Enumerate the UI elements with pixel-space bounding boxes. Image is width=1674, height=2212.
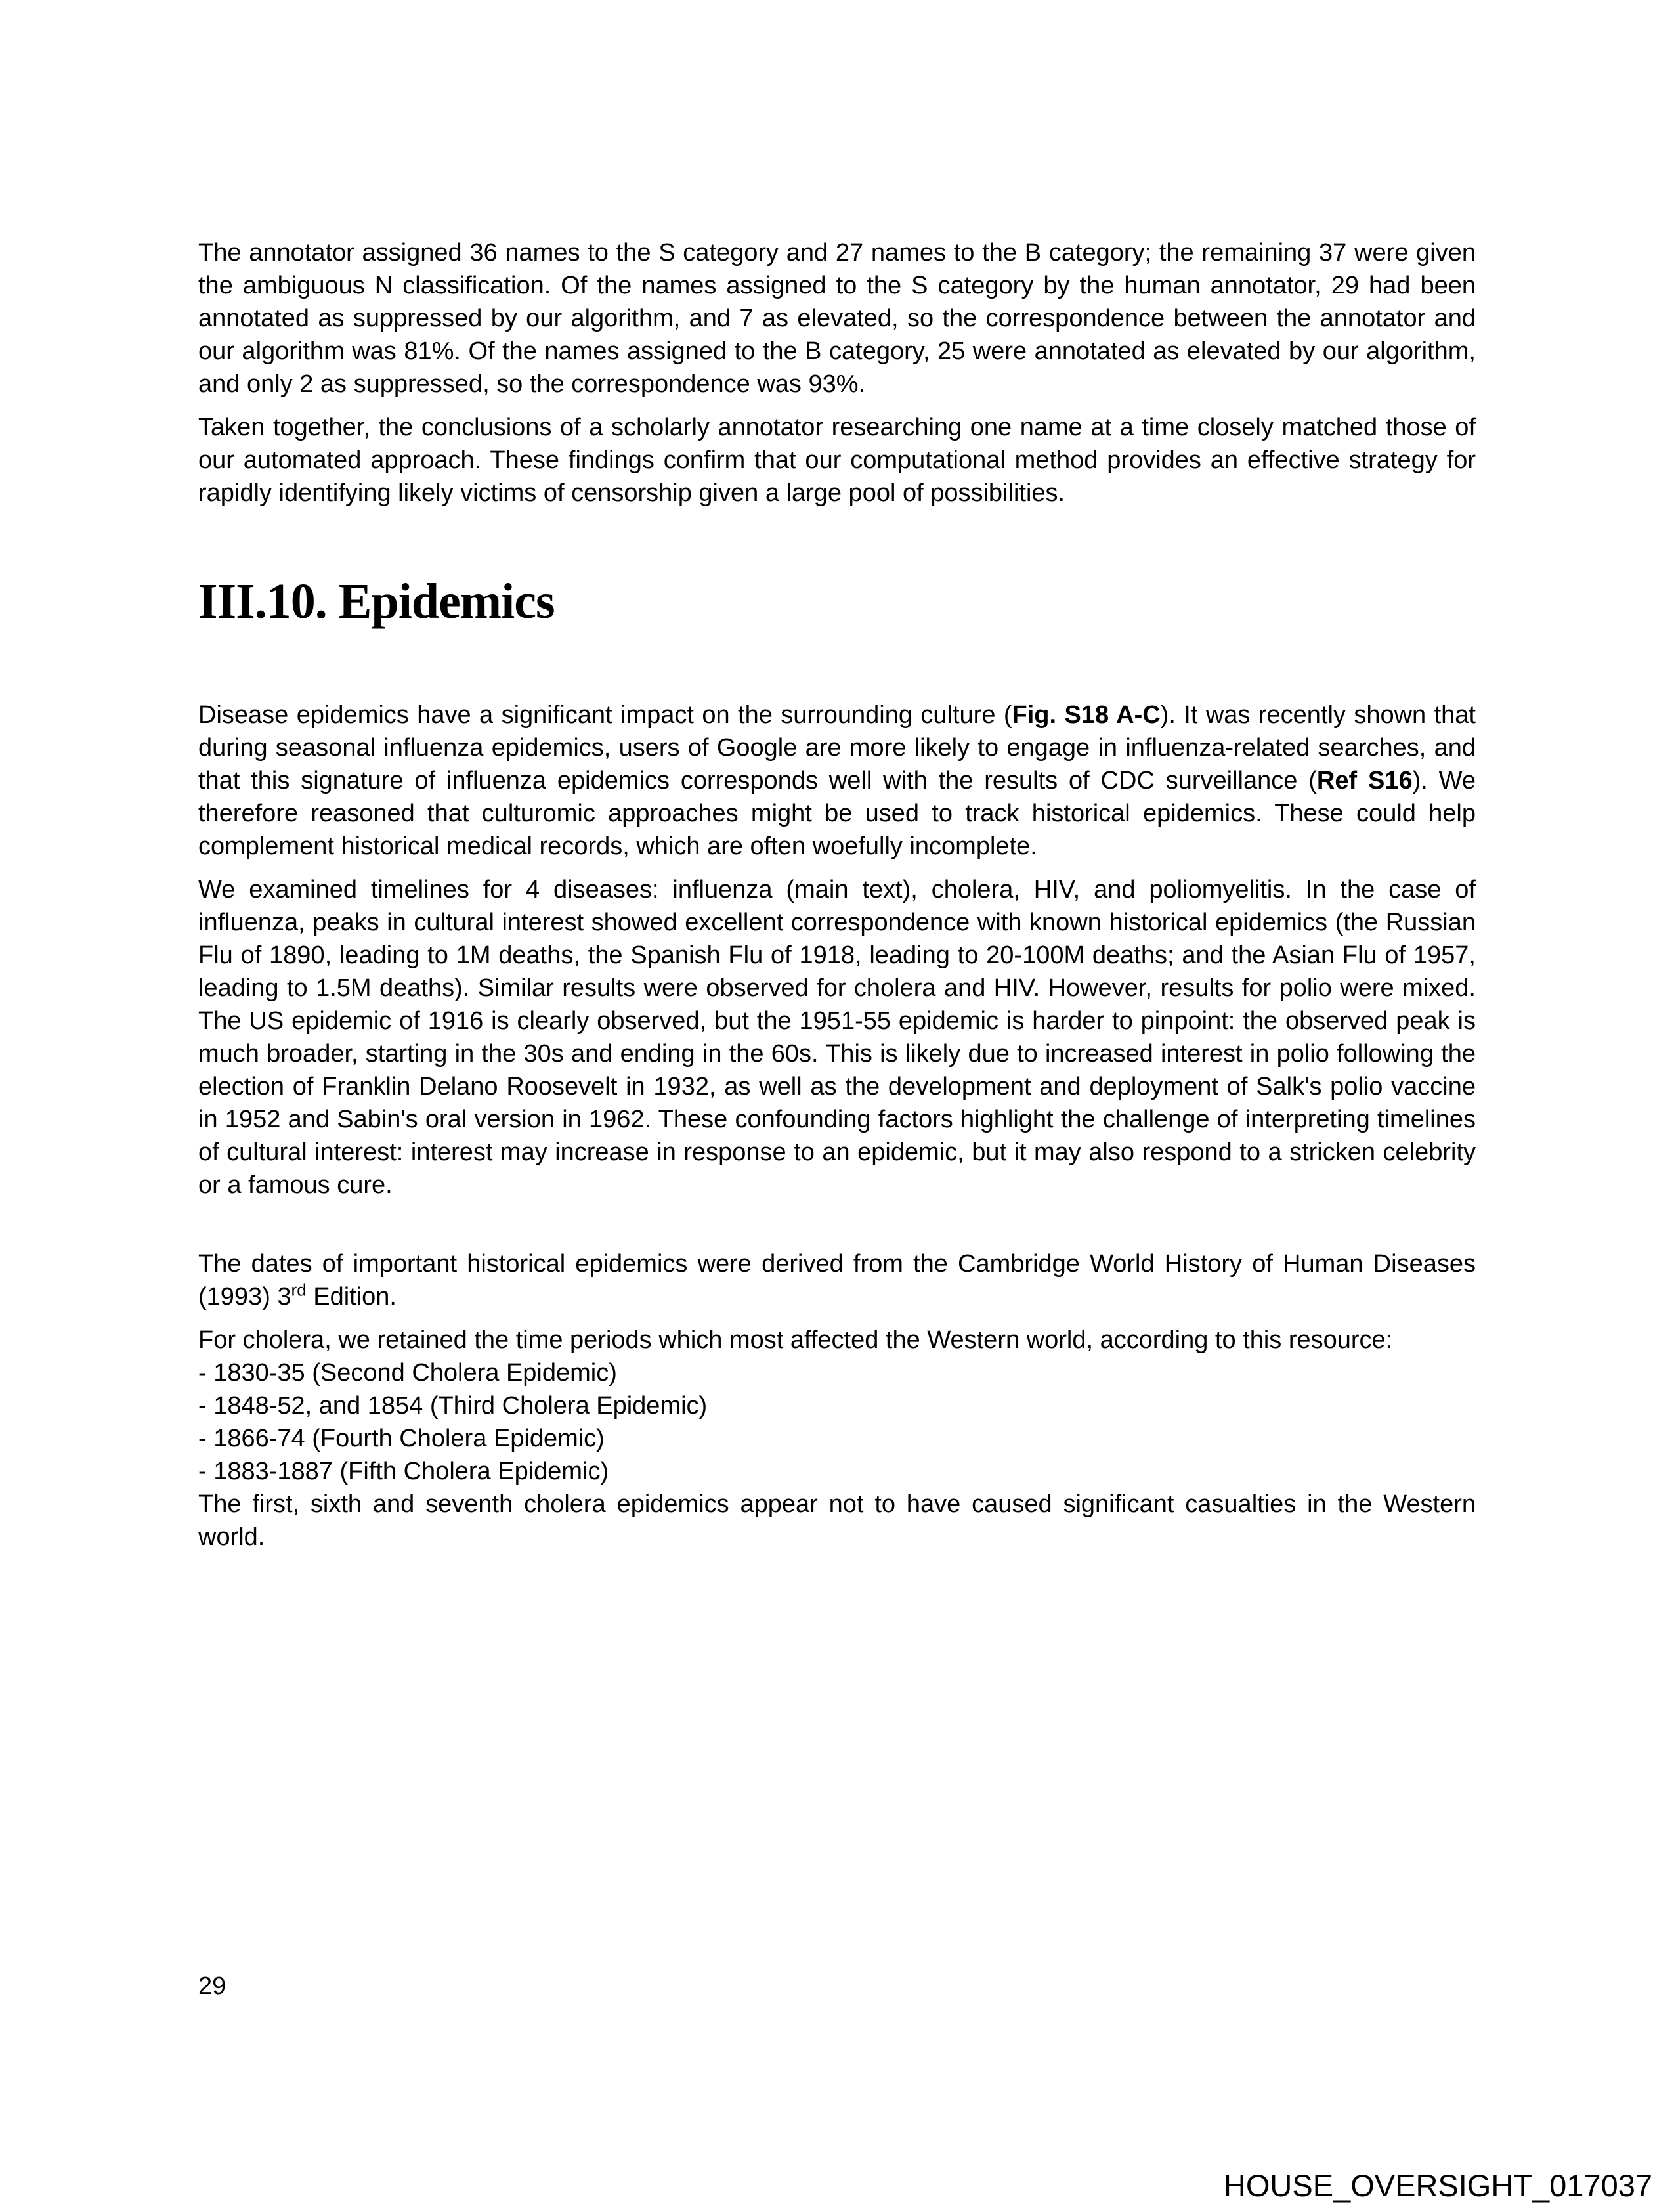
text-run-middle: ). It was recently shown that during seasonal influenza epidemics, users of Google are more likely to engage in influenza-related searches, and that this signature of influenza epidemics corresponds well with the results of CDC surveillance (: [198, 701, 1476, 794]
paragraph-dates-source: [198, 1247, 1476, 1313]
paragraph-conclusions: Taken together, the conclusions of a scholarly annotator researching one name at a time closely matched those of our automated approach. These findings confirm that our computational method provides an effective strategy for rapidly identifying likely victims of censorship given a large pool of possibilities.: [198, 414, 1476, 507]
text-run-before-fig-ref: Disease epidemics have a significant impact on the surrounding culture (: [198, 701, 1012, 729]
superscript-rd: rd: [291, 1280, 307, 1300]
text-run-dates: The dates of important historical epidemics were derived from the Cambridge World History of Human Diseases (1993) 3: [198, 1250, 1476, 1311]
text-run-after-ref: ). We therefore reasoned that culturomic approaches might be used to track historical epidemics. These could help complement historical medical records, which are often woefully incomplete.: [198, 767, 1476, 860]
cholera-epidemic-item: - 1848-52, and 1854 (Third Cholera Epidemic): [198, 1392, 708, 1420]
paragraph-cholera-periods: [198, 1324, 1476, 1553]
bold-ref-s16: Ref S16: [1316, 767, 1413, 794]
paragraph-annotator-results: The annotator assigned 36 names to the S category and 27 names to the B category; the remaining 37 were given the ambiguous N classification. Of the names assigned to the S category by the human annotator, 29 had been annotated as suppressed by our algorithm, and 7 as elevated, so the correspondence between the annotator and our algorithm was 81%. Of the names assigned to the B category, 25 were annotated as elevated by our algorithm, and only 2 as suppressed, so the correspondence was 93%.: [198, 239, 1476, 398]
text-run-edition: Edition.: [306, 1283, 397, 1311]
page-number: 29: [198, 1972, 226, 2000]
bates-stamp: HOUSE_OVERSIGHT_017037: [1223, 2168, 1652, 2203]
cholera-epidemic-item: - 1883-1887 (Fifth Cholera Epidemic): [198, 1458, 609, 1485]
cholera-outro-text: The first, sixth and seventh cholera epidemics appear not to have caused significant casualties in the Western world.: [198, 1490, 1476, 1551]
cholera-intro-text: For cholera, we retained the time periods which most affected the Western world, according to this resource:: [198, 1326, 1393, 1354]
section-heading-epidemics: III.10. Epidemics: [198, 574, 555, 629]
cholera-epidemic-item: - 1866-74 (Fourth Cholera Epidemic): [198, 1425, 605, 1452]
cholera-epidemic-item: - 1830-35 (Second Cholera Epidemic): [198, 1359, 617, 1387]
paragraph-disease-timelines: We examined timelines for 4 diseases: influenza (main text), cholera, HIV, and poliomyelitis. In the case of influenza, peaks in cultural interest showed excellent correspondence with known historical epidemics (the Russian Flu of 1890, leading to 1M deaths, the Spanish Flu of 1918, leading to 20-100M deaths; and the Asian Flu of 1957, leading to 1.5M deaths). Similar results were observed for cholera and HIV. However, results for polio were mixed. The US epidemic of 1916 is clearly observed, but the 1951-55 epidemic is harder to pinpoint: the observed peak is much broader, starting in the 30s and ending in the 60s. This is likely due to increased interest in polio following the election of Franklin Delano Roosevelt in 1932, as well as the development and deployment of Salk's polio vaccine in 1952 and Sabin's oral version in 1962. These confounding factors highlight the challenge of interpreting timelines of cultural interest: interest may increase in response to an epidemic, but it may also respond to a stricken celebrity or a famous cure.: [198, 876, 1476, 1199]
page-content: [198, 236, 1476, 1553]
bold-fig-s18-ref: Fig. S18 A-C: [1012, 701, 1161, 729]
paragraph-disease-epidemics: [198, 699, 1476, 863]
